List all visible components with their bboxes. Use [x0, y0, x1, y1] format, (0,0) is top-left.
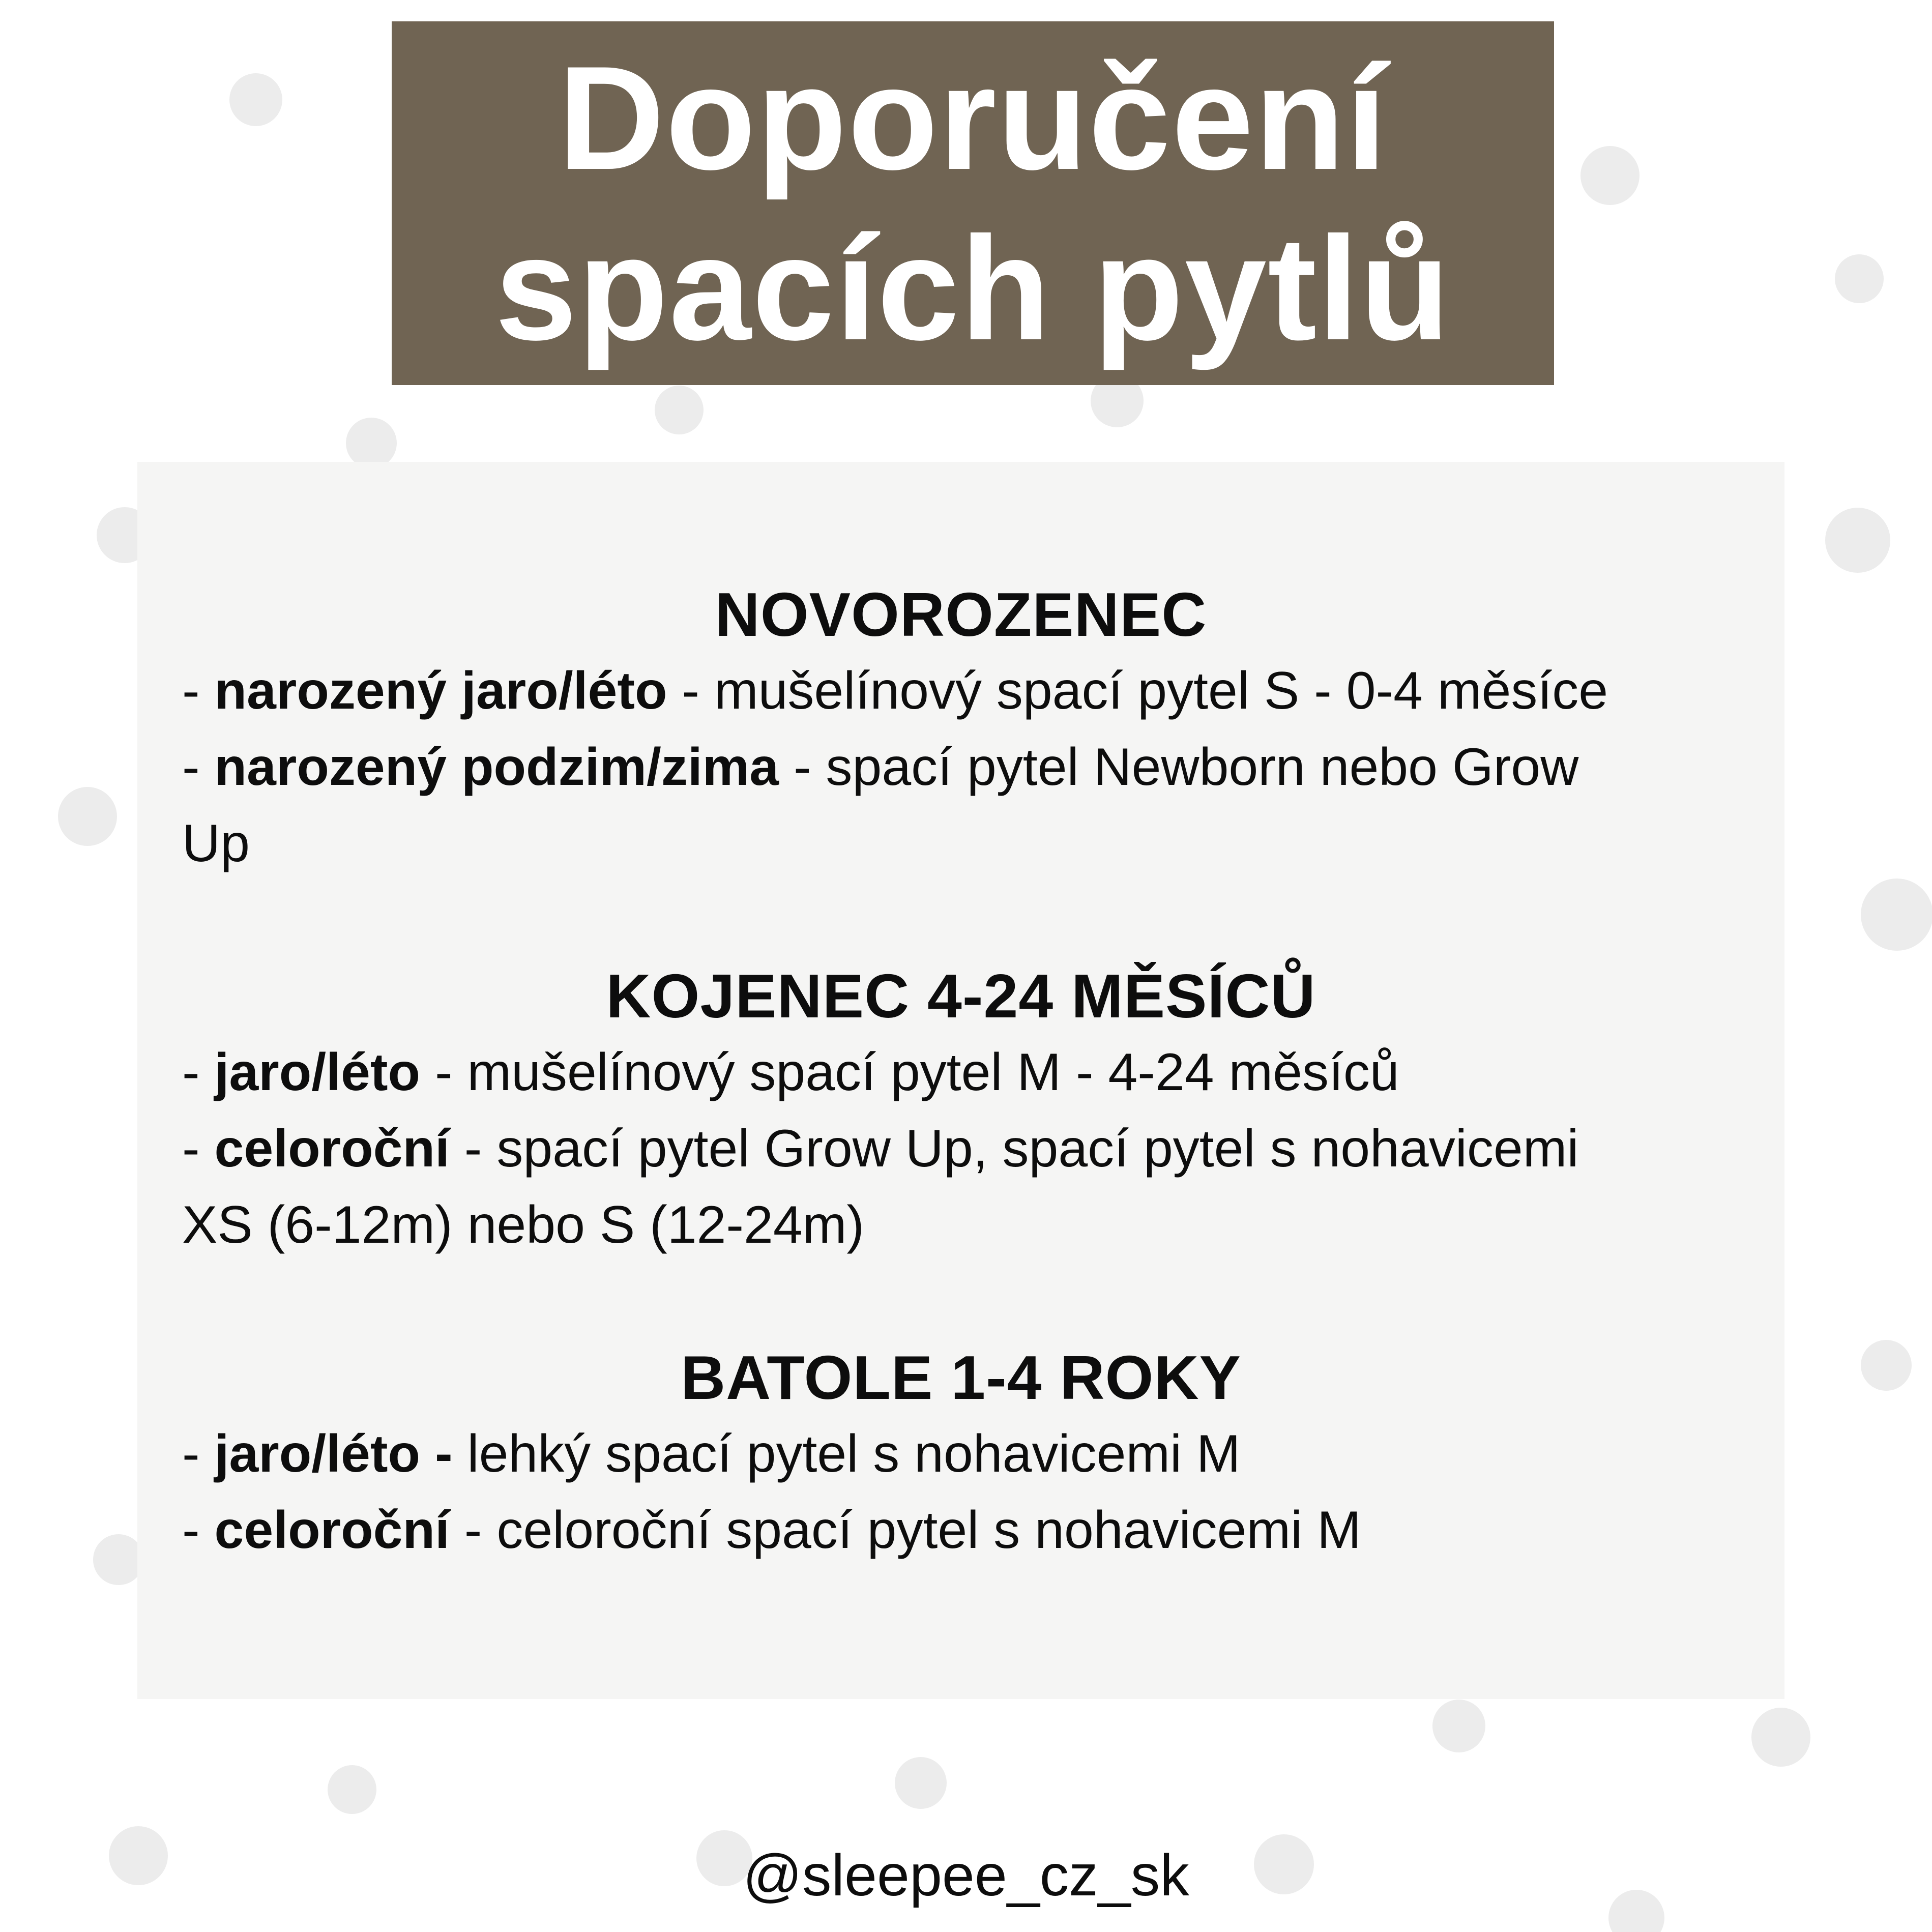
- instagram-handle: @sleepee_cz_sk: [743, 1843, 1189, 1908]
- text-segment: -: [182, 1501, 215, 1560]
- polka-dot: [1751, 1708, 1810, 1767]
- recommendation-line: [182, 1492, 1740, 1568]
- section-novorozenec: [182, 576, 1740, 882]
- text-segment-bold: narozený jaro/léto: [214, 661, 667, 720]
- title-line-1: Doporučení: [558, 35, 1388, 200]
- section-kojenec: [182, 958, 1740, 1263]
- polka-dot: [1861, 879, 1932, 951]
- recommendation-line: [182, 1034, 1740, 1110]
- text-segment: -: [182, 1424, 215, 1483]
- section-heading-kojenec: KOJENEC 4-24 MĚSÍCŮ: [606, 961, 1316, 1031]
- text-segment: - mušelínový spací pytel M - 4-24 měsíců: [420, 1043, 1399, 1102]
- recommendation-line: [182, 805, 1740, 882]
- polka-dot: [1861, 1340, 1912, 1391]
- recommendation-line: [182, 1187, 1740, 1263]
- recommendation-line: [182, 1110, 1740, 1187]
- polka-dot: [229, 73, 282, 126]
- text-segment: -: [182, 661, 215, 720]
- text-segment: lehký spací pytel s nohavicemi M: [452, 1424, 1241, 1483]
- recommendations-panel: [137, 462, 1784, 1699]
- recommendation-line: [182, 653, 1740, 729]
- text-segment: -: [182, 738, 215, 797]
- text-segment: - spací pytel Grow Up, spací pytel s nohavicemi: [449, 1119, 1579, 1178]
- polka-dot: [1825, 508, 1890, 573]
- polka-dot: [58, 787, 117, 846]
- section-batole: [182, 1339, 1740, 1568]
- text-segment: - mušelínový spací pytel S - 0-4 měsíce: [667, 661, 1608, 720]
- title-line-2: spacích pytlů: [494, 206, 1451, 371]
- text-segment: -: [182, 1119, 215, 1178]
- polka-dot: [328, 1765, 376, 1814]
- recommendation-line: [182, 729, 1740, 805]
- text-segment-bold: jaro/léto: [214, 1043, 421, 1102]
- polka-dot: [1835, 254, 1884, 303]
- text-segment: -: [182, 1043, 215, 1102]
- text-segment-bold: narozený podzim/zima: [214, 738, 779, 797]
- text-segment-bold: jaro/léto -: [214, 1424, 453, 1483]
- recommendation-line: [182, 1416, 1740, 1492]
- text-segment: XS (6-12m) nebo S (12-24m): [182, 1195, 864, 1254]
- polka-dot: [895, 1757, 947, 1809]
- polka-dot: [346, 418, 397, 469]
- polka-dot: [1580, 146, 1640, 205]
- polka-dot: [655, 386, 704, 434]
- text-segment: - celoroční spací pytel s nohavicemi M: [449, 1501, 1361, 1560]
- polka-dot: [93, 1534, 144, 1585]
- text-segment: Up: [182, 814, 250, 873]
- section-heading-novorozenec: NOVOROZENEC: [715, 580, 1207, 649]
- polka-dot: [1432, 1700, 1485, 1752]
- text-segment-bold: celoroční: [214, 1501, 450, 1560]
- section-heading-batole: BATOLE 1-4 ROKY: [681, 1343, 1241, 1412]
- title-banner: [392, 21, 1554, 385]
- text-segment: - spací pytel Newborn nebo Grow: [779, 738, 1579, 797]
- text-segment-bold: celoroční: [214, 1119, 450, 1178]
